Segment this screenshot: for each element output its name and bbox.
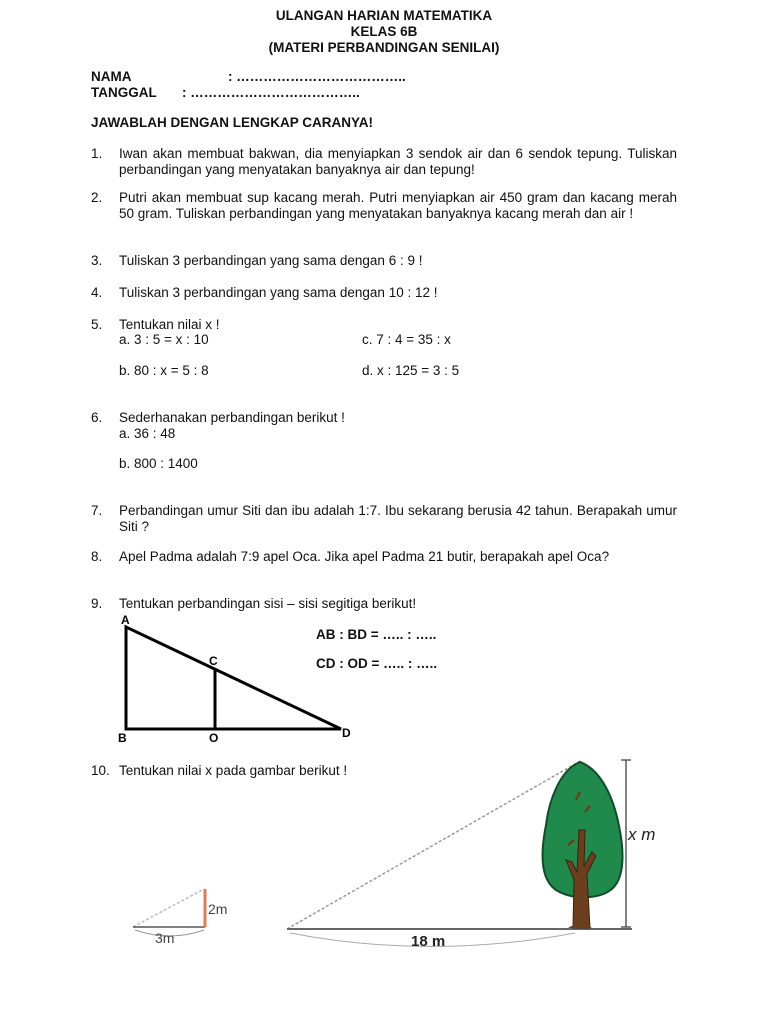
q5-option-b: b. 80 : x = 5 : 8: [119, 363, 209, 378]
q9-ratio-cd-od: CD : OD = ….. : …..: [316, 656, 438, 671]
title-line-3: (MATERI PERBANDINGAN SENILAI): [268, 40, 500, 55]
q9-ratio-ab-bd: AB : BD = ….. : …..: [316, 627, 437, 642]
instruction: JAWABLAH DENGAN LENGKAP CARANYA!: [91, 115, 374, 130]
q9-text: Tentukan perbandingan sisi – sisi segitiga berikut!: [119, 596, 417, 611]
q3-number: 3.: [91, 253, 103, 268]
q7-text: Perbandingan umur Siti dan ibu adalah 1:7. Ibu sekarang berusia 42 tahun. Berapakah umur Siti ?: [119, 503, 677, 534]
q6-option-b: b. 800 : 1400: [119, 456, 198, 471]
q9-number: 9.: [91, 596, 103, 611]
q10-number: 10.: [91, 763, 110, 778]
q6-option-a: a. 36 : 48: [119, 426, 176, 441]
q10-text: Tentukan nilai x pada gambar berikut !: [119, 763, 348, 778]
vertex-label-b: B: [118, 731, 127, 745]
vertex-label-o: O: [209, 731, 219, 745]
title-line-1: ULANGAN HARIAN MATEMATIKA: [275, 8, 493, 23]
q8-number: 8.: [91, 549, 103, 564]
date-label: TANGGAL: [91, 85, 157, 100]
name-fill: : ………………………………..: [228, 69, 406, 84]
title-line-2: KELAS 6B: [350, 24, 418, 39]
q1-text: Iwan akan membuat bakwan, dia menyiapkan 3 sendok air dan 6 sendok tepung. Tuliskan perbandingan yang menyatakan banyaknya air dan tepung!: [119, 146, 677, 177]
q5-text: Tentukan nilai x !: [119, 317, 220, 332]
small-height-label: 2m: [208, 901, 228, 917]
small-base-label: 3m: [155, 930, 175, 946]
vertex-label-c: C: [209, 654, 218, 668]
vertex-label-d: D: [342, 726, 351, 740]
q7-number: 7.: [91, 503, 103, 518]
q8-text: Apel Padma adalah 7:9 apel Oca. Jika apel Padma 21 butir, berapakah apel Oca?: [119, 549, 610, 564]
date-fill: : ………………………………..: [182, 85, 360, 100]
q6-text: Sederhanakan perbandingan berikut !: [119, 410, 345, 425]
q4-number: 4.: [91, 285, 103, 300]
q5-option-a: a. 3 : 5 = x : 10: [119, 332, 209, 347]
big-base-label: 18 m: [411, 933, 446, 950]
q2-number: 2.: [91, 190, 103, 205]
q2-text: Putri akan membuat sup kacang merah. Putri menyiapkan air 450 gram dan kacang merah 50 gram. Tuliskan perbandingan yang menyatakan banyaknya kacang merah dan air !: [119, 190, 677, 221]
q4-text: Tuliskan 3 perbandingan yang sama dengan 10 : 12 !: [119, 285, 438, 300]
q1-number: 1.: [91, 146, 103, 161]
vertex-label-a: A: [121, 613, 130, 627]
tree-icon: [543, 762, 623, 928]
q3-text: Tuliskan 3 perbandingan yang sama dengan 6 : 9 !: [119, 253, 423, 268]
q5-option-d: d. x : 125 = 3 : 5: [362, 363, 460, 378]
big-height-label: x m: [628, 825, 656, 844]
q6-number: 6.: [91, 410, 103, 425]
name-label: NAMA: [91, 69, 132, 84]
q5-number: 5.: [91, 317, 103, 332]
small-triangle: [133, 889, 227, 946]
q5-option-c: c. 7 : 4 = 35 : x: [362, 332, 451, 347]
